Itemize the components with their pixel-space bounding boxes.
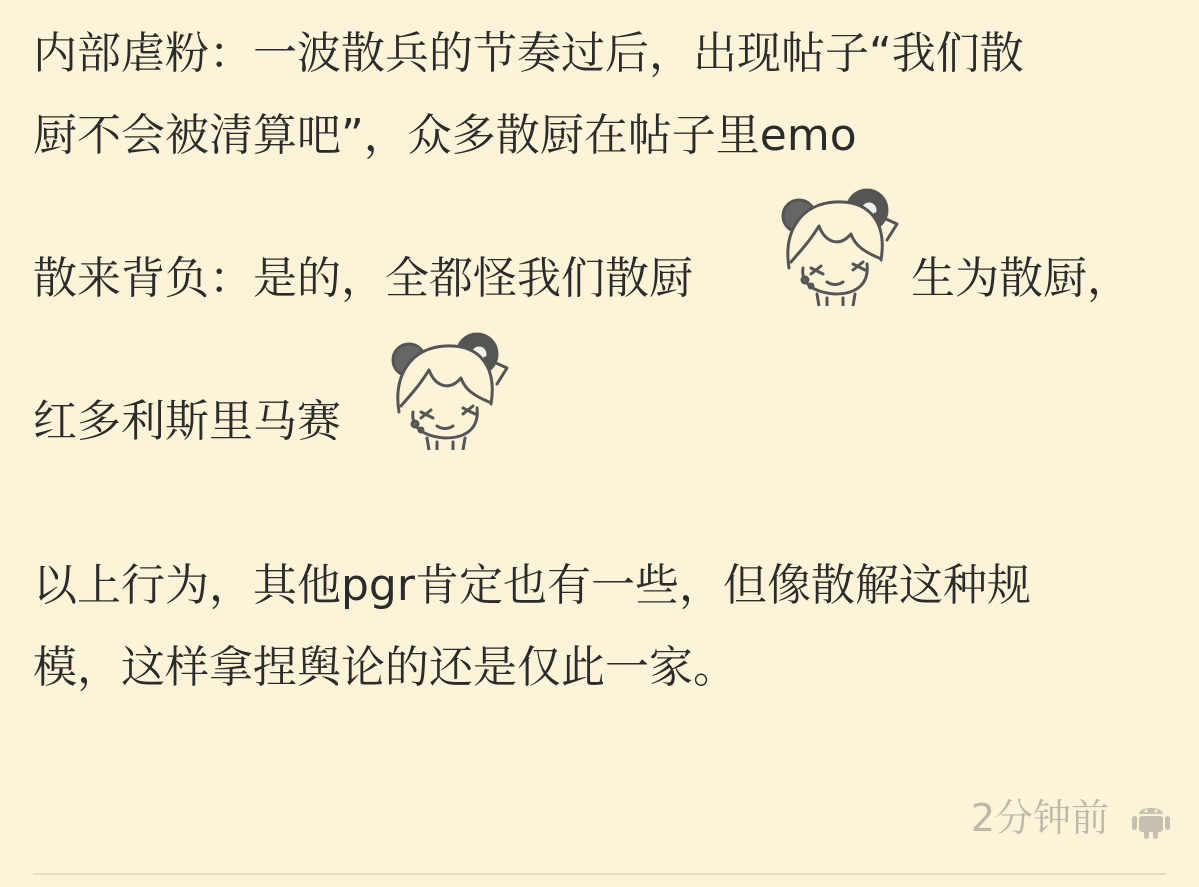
crying-girl-sticker-icon xyxy=(373,320,519,450)
paragraph-3-line-1: 以上行为，其他pgr肯定也有一些，但像散解这种规 xyxy=(33,560,1031,611)
post-meta xyxy=(971,790,1173,846)
paragraph-3-line-2: 模，这样拿捏舆论的还是仅此一家。 xyxy=(33,642,737,693)
timestamp: 2分钟前 xyxy=(970,796,1109,840)
paragraph-2-line-1-prefix: 散来背负：是的，全都怪我们散厨 xyxy=(33,253,693,304)
paragraph-1-line-1: 内部虐粉：一波散兵的节奏过后，出现帖子“我们散 xyxy=(33,28,1024,79)
android-icon xyxy=(1129,796,1173,840)
divider xyxy=(33,873,1166,875)
paragraph-2-line-2: 红多利斯里马赛 xyxy=(33,396,341,447)
paragraph-1-line-2: 厨不会被清算吧”，众多散厨在帖子里emo xyxy=(33,110,857,161)
crying-girl-sticker-icon xyxy=(763,176,909,306)
paragraph-2-line-1-suffix: 生为散厨， xyxy=(911,253,1131,304)
post-content xyxy=(33,0,1173,887)
